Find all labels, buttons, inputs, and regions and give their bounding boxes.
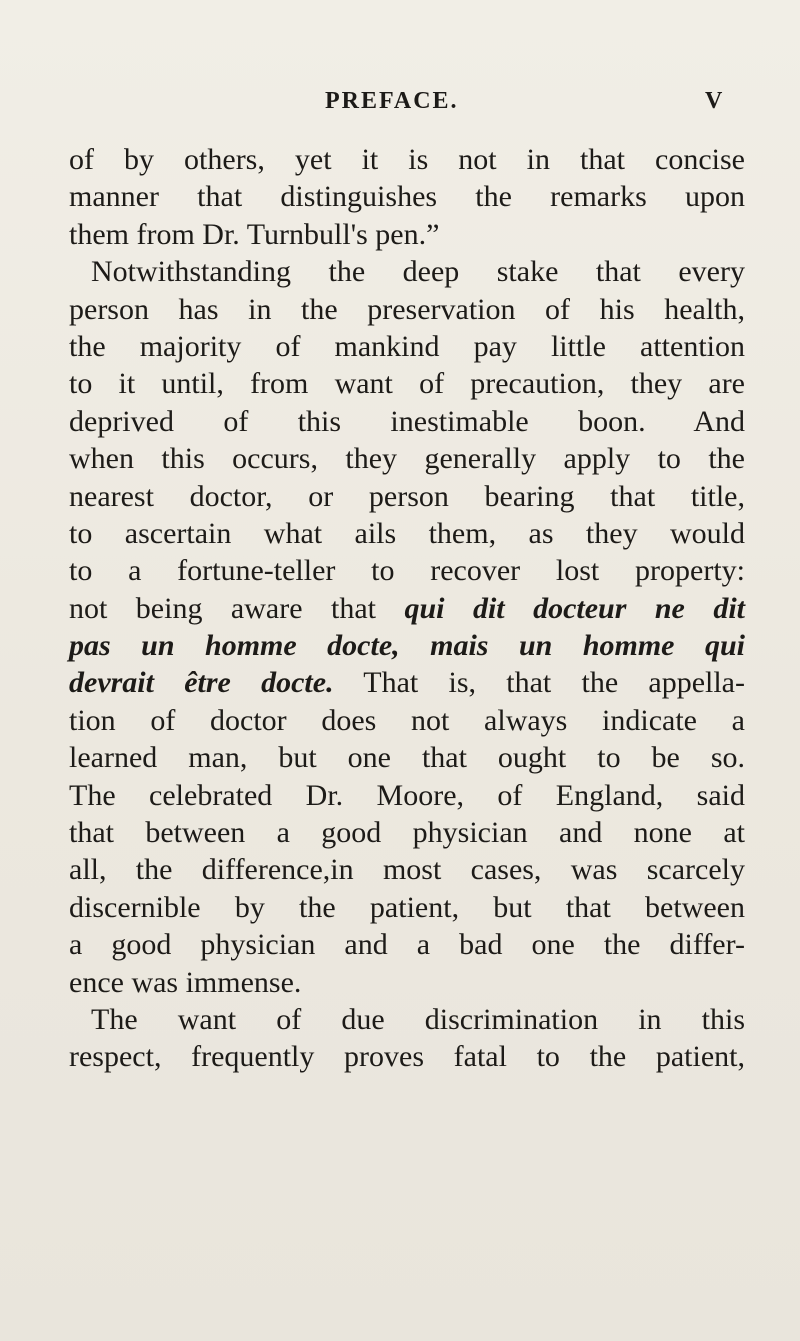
text-segment: That is, that the appella- bbox=[333, 666, 745, 700]
text-line bbox=[69, 702, 745, 739]
text-line bbox=[69, 440, 745, 477]
text-line bbox=[69, 627, 745, 664]
text-segment: The want of due discrimination in this bbox=[91, 1002, 745, 1036]
text-segment: person has in the preservation of his health, bbox=[69, 292, 745, 326]
text-segment: of by others, yet it is not in that concise bbox=[69, 143, 745, 176]
text-segment: all, the difference,in most cases, was scarcely bbox=[69, 853, 745, 887]
text-segment: to it until, from want of precaution, they are bbox=[69, 367, 745, 401]
page-header bbox=[0, 84, 800, 124]
text-line bbox=[69, 253, 745, 290]
text-segment: when this occurs, they generally apply to the bbox=[69, 442, 745, 476]
text-segment: learned man, but one that ought to be so. bbox=[69, 741, 745, 775]
text-line bbox=[69, 552, 745, 589]
text-line bbox=[69, 664, 745, 701]
text-line bbox=[69, 141, 745, 178]
text-line bbox=[69, 403, 745, 440]
text-segment: respect, frequently proves fatal to the patient, bbox=[69, 1040, 745, 1074]
text-line bbox=[69, 814, 745, 851]
text-segment: nearest doctor, or person bearing that title, bbox=[69, 479, 745, 513]
text-line bbox=[69, 178, 745, 215]
text-line bbox=[69, 1038, 745, 1075]
text-segment: deprived of this inestimable boon. And bbox=[69, 404, 745, 438]
text-line bbox=[69, 926, 745, 963]
text-line bbox=[69, 365, 745, 402]
text-segment: the majority of mankind pay little attention bbox=[69, 329, 745, 363]
text-line bbox=[69, 964, 745, 1001]
text-segment: a good physician and a bad one the differ- bbox=[69, 928, 745, 962]
text-segment: The celebrated Dr. Moore, of England, said bbox=[69, 778, 745, 812]
text-segment: that between a good physician and none at bbox=[69, 816, 745, 850]
text-segment: ence was immense. bbox=[69, 965, 302, 999]
italic-phrase: devrait être docte. bbox=[69, 666, 334, 700]
text-line bbox=[69, 1001, 745, 1038]
italic-phrase: pas un homme docte, mais un homme qui bbox=[69, 629, 745, 663]
text-line bbox=[69, 515, 745, 552]
text-line bbox=[69, 216, 745, 253]
text-segment: to a fortune-teller to recover lost property: bbox=[69, 554, 745, 588]
text-line bbox=[69, 777, 745, 814]
page-number: V bbox=[705, 88, 723, 114]
text-line bbox=[69, 851, 745, 888]
text-line bbox=[69, 478, 745, 515]
text-line bbox=[69, 328, 745, 365]
text-segment: manner that distinguishes the remarks upon bbox=[69, 180, 745, 214]
body-text bbox=[69, 141, 745, 1076]
text-segment: Notwithstanding the deep stake that every bbox=[91, 255, 745, 289]
text-line bbox=[69, 590, 745, 627]
text-segment: to ascertain what ails them, as they would bbox=[69, 516, 745, 550]
text-segment: not being aware that bbox=[69, 591, 405, 625]
text-line bbox=[69, 889, 745, 926]
italic-phrase: qui dit docteur ne dit bbox=[404, 591, 746, 625]
text-segment: tion of doctor does not always indicate a bbox=[69, 703, 745, 737]
running-head: PREFACE. bbox=[325, 88, 459, 114]
text-segment: them from Dr. Turnbull's pen.” bbox=[69, 217, 440, 251]
text-line bbox=[69, 291, 745, 328]
text-segment: discernible by the patient, but that between bbox=[69, 890, 745, 924]
text-line bbox=[69, 739, 745, 776]
